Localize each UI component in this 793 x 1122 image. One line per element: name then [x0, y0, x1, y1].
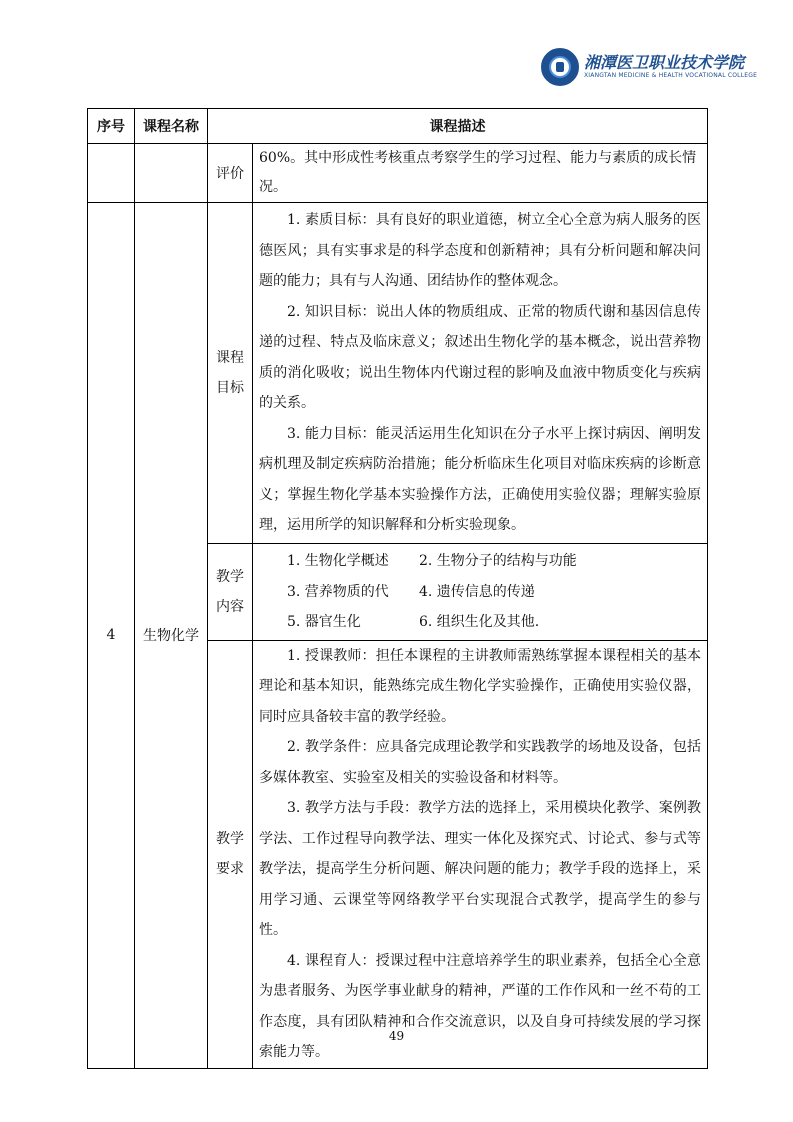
eval-label: 评价 [208, 144, 253, 203]
page-number: 49 [388, 1029, 405, 1043]
course-table [87, 108, 708, 1069]
content-item: 2. 生物分子的结构与功能 [419, 553, 577, 569]
content-cell [253, 544, 708, 641]
course-no: 4 [88, 203, 135, 1069]
requirement-paragraph: 1. 授课教师：担任本课程的主讲教师需熟练掌握本课程相关的基本理论和基本知识，能熟练完成生物化学实验操作，正确使用实验仪器，同时应具备较丰富的教学经验。 [259, 647, 701, 725]
college-logo [541, 46, 757, 88]
table-row [88, 144, 708, 203]
eval-text: 60%。其中形成性考核重点考察学生的学习过程、能力与素质的成长情况。 [253, 144, 708, 203]
content-item: 6. 组织生化及其他. [419, 614, 540, 630]
content-item: 5. 器官生化 [287, 614, 361, 630]
goal-paragraph: 3. 能力目标：能灵活运用生化知识在分子水平上探讨病因、阐明发病机理及制定疾病防治措施；能分析临床生化项目对临床疾病的诊断意义；掌握生物化学基本实验操作方法，正确使用实验仪器；理解实验原理，运用所学的知识解释和分析实验现象。 [259, 425, 701, 534]
goals-cell [253, 203, 708, 544]
content-label: 教学 内容 [208, 544, 253, 641]
college-name-cn: 湘潭医卫职业技术学院 [584, 53, 745, 72]
course-name: 生物化学 [135, 203, 208, 1069]
goals-label: 课程 目标 [208, 203, 253, 544]
table-header-row [88, 109, 708, 144]
college-emblem-icon [541, 48, 579, 86]
requirement-paragraph: 2. 教学条件：应具备完成理论教学和实践教学的场地及设备，包括多媒体教室、实验室及相关的实验设备和材料等。 [259, 739, 701, 786]
college-name-en: XIANGTAN MEDICINE & HEALTH VOCATIONAL COLLEGE [584, 72, 758, 79]
header-course: 课程名称 [135, 109, 208, 144]
content-item: 1. 生物化学概述 [287, 553, 389, 569]
requirements-label: 教学 要求 [208, 640, 253, 1068]
requirement-paragraph: 4. 课程育人：授课过程中注意培养学生的职业素养，包括全心全意为患者服务、为医学事业献身的精神，严谨的工作作风和一丝不苟的工作态度，具有团队精神和合作交流意识，以及自身可持续发展的学习探索能力等。 [259, 952, 701, 1060]
goal-paragraph: 2. 知识目标：说出人体的物质组成、正常的物质代谢和基因信息传递的过程、特点及临床意义；叙述出生物化学的基本概念，说出营养物质的消化吸收；说出生物体内代谢过程的影响及血液中物质变化与疾病的关系。 [259, 303, 701, 412]
table-row [88, 203, 708, 544]
content-item: 4. 遗传信息的传递 [419, 583, 535, 600]
requirement-paragraph: 3. 教学方法与手段：教学方法的选择上，采用模块化教学、案例教学法、工作过程导向教学法、理实一体化及探究式、讨论式、参与式等教学法，提高学生分析问题、解决问题的能力；教学手段的选择上，采用学习通、云课堂等网络教学平台实现混合式教学，提高学生的参与性。 [259, 800, 701, 938]
header-no: 序号 [88, 109, 135, 144]
header-desc: 课程描述 [208, 109, 708, 144]
content-item: 3. 营养物质的代 [287, 583, 389, 600]
requirements-cell [253, 640, 708, 1068]
goal-paragraph: 1. 素质目标：具有良好的职业道德，树立全心全意为病人服务的医德医风；具有实事求是的科学态度和创新精神；具有分析问题和解决问题的能力；具有与人沟通、团结协作的整体观念。 [259, 212, 701, 290]
